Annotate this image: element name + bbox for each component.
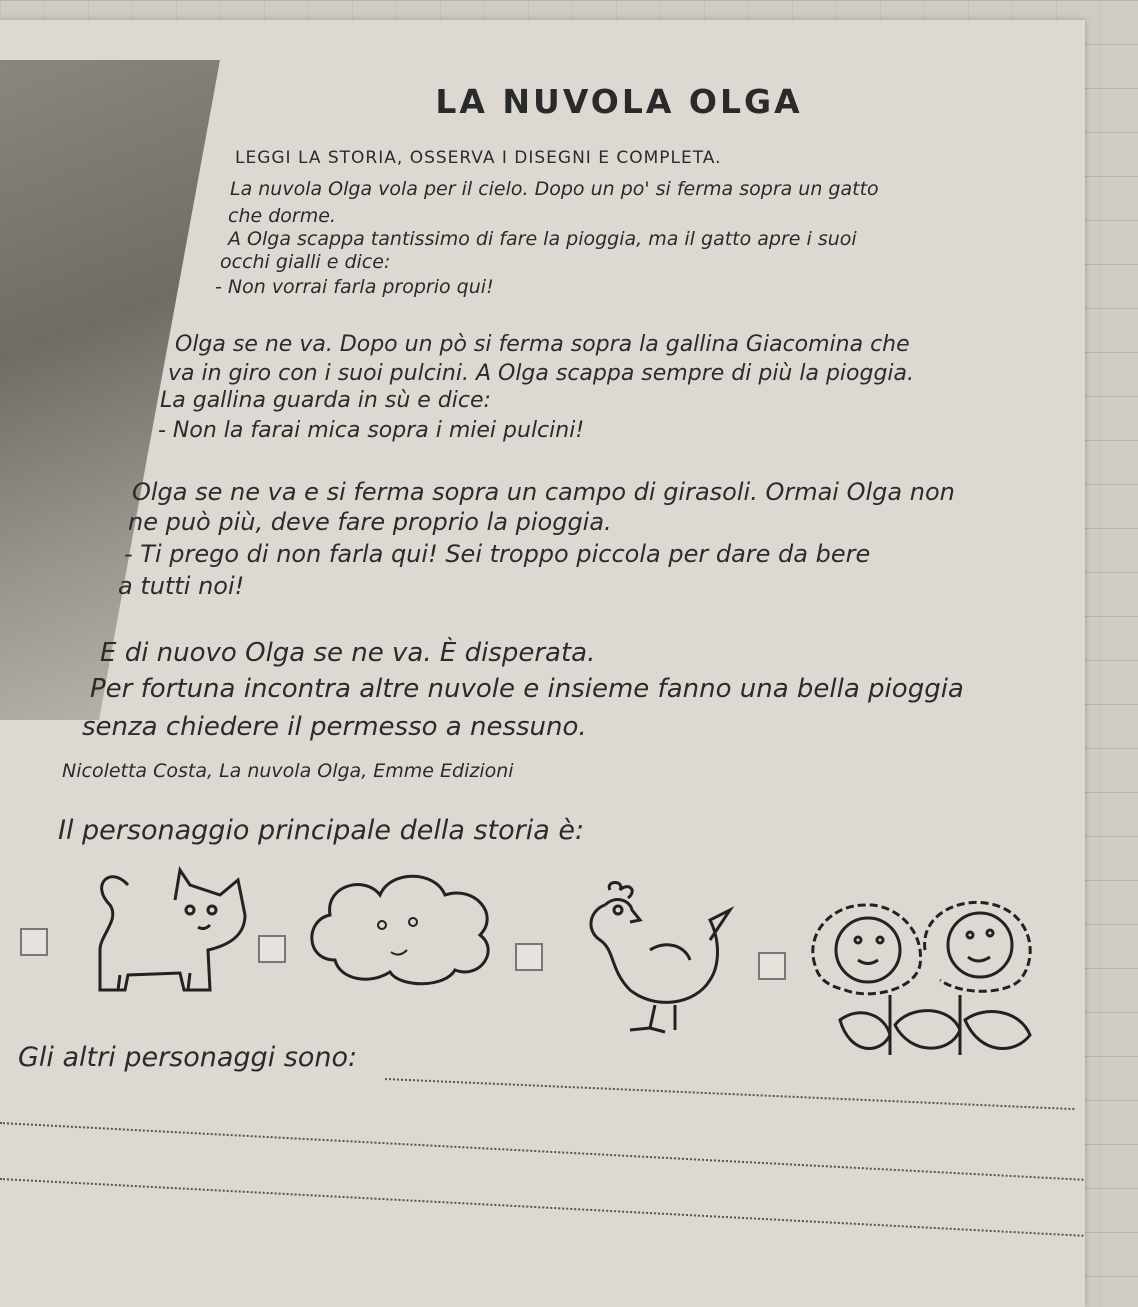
- question-main-character: Il personaggio principale della storia è:: [58, 815, 585, 846]
- story-line: La nuvola Olga vola per il cielo. Dopo un po' si ferma sopra un gatto: [230, 178, 879, 200]
- story-line: va in giro con i suoi pulcini. A Olga scappa sempre di più la pioggia.: [168, 361, 915, 386]
- story-line: - Non la farai mica sopra i miei pulcini!: [158, 418, 585, 443]
- checkbox-sunflower[interactable]: [758, 952, 786, 980]
- story-line: Olga se ne va e si ferma sopra un campo di girasoli. Ormai Olga non: [132, 478, 955, 506]
- book-credit: Nicoletta Costa, La nuvola Olga, Emme Edizioni: [62, 760, 514, 782]
- story-line: occhi gialli e dice:: [220, 251, 391, 273]
- sunflower-icon: [810, 895, 1050, 1065]
- cat-icon: [80, 865, 260, 1010]
- checkbox-cloud[interactable]: [258, 935, 286, 963]
- hen-icon: [570, 880, 750, 1040]
- story-line: - Non vorrai farla proprio qui!: [215, 276, 494, 298]
- story-line: che dorme.: [228, 205, 336, 227]
- story-line: E di nuovo Olga se ne va. È disperata.: [100, 638, 596, 668]
- question-other-characters: Gli altri personaggi sono:: [18, 1042, 358, 1073]
- story-line: ne può più, deve fare proprio la pioggia.: [128, 508, 612, 536]
- story-line: a tutti noi!: [118, 572, 245, 600]
- story-line: Per fortuna incontra altre nuvole e insieme fanno una bella pioggia: [90, 674, 964, 704]
- checkbox-hen[interactable]: [515, 943, 543, 971]
- page-title: LA NUVOLA OLGA: [435, 82, 803, 121]
- story-line: A Olga scappa tantissimo di fare la pioggia, ma il gatto apre i suoi: [228, 228, 857, 250]
- story-line: Olga se ne va. Dopo un pò si ferma sopra la gallina Giacomina che: [175, 332, 910, 357]
- cloud-icon: [305, 870, 505, 990]
- checkbox-cat[interactable]: [20, 928, 48, 956]
- story-line: La gallina guarda in sù e dice:: [160, 388, 491, 413]
- instruction: LEGGI LA STORIA, OSSERVA I DISEGNI E COMPLETA.: [235, 148, 722, 168]
- story-line: - Ti prego di non farla qui! Sei troppo piccola per dare da bere: [124, 540, 871, 568]
- story-line: senza chiedere il permesso a nessuno.: [82, 712, 587, 742]
